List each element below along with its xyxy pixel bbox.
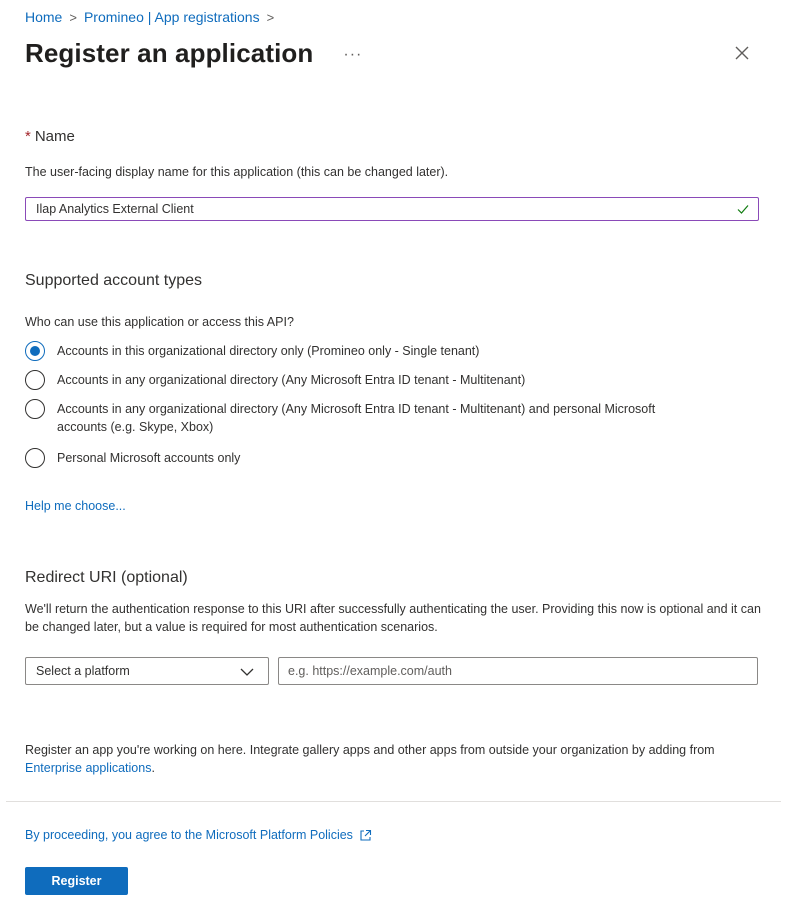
title-row	[25, 38, 362, 69]
radio-option-multitenant-personal[interactable]	[25, 399, 707, 436]
name-description: The user-facing display name for this application (this can be changed later).	[25, 165, 449, 179]
redirect-uri-title: Redirect URI (optional)	[25, 569, 188, 586]
name-label	[25, 128, 75, 145]
platform-policies-link[interactable]: By proceeding, you agree to the Microsoft Platform Policies	[25, 828, 353, 842]
radio-label: Personal Microsoft accounts only	[57, 451, 241, 465]
platform-select[interactable]	[25, 657, 269, 685]
checkmark-icon	[737, 203, 749, 215]
name-input[interactable]	[25, 197, 759, 221]
platform-select-value: Select a platform	[36, 664, 130, 678]
radio-button[interactable]	[25, 370, 45, 390]
info-text-end: .	[151, 761, 155, 775]
external-link-icon[interactable]	[359, 829, 372, 842]
breadcrumb	[25, 9, 281, 25]
enterprise-applications-link[interactable]: Enterprise applications	[25, 761, 152, 775]
radio-option-single-tenant[interactable]	[25, 341, 707, 361]
info-text: Register an app you're working on here. Integrate gallery apps and other apps from outside your organization by adding from	[25, 743, 715, 757]
radio-label: Accounts in this organizational directory only (Promineo only - Single tenant)	[57, 344, 480, 358]
radio-label: Accounts in any organizational directory (Any Microsoft Entra ID tenant - Multitenant)	[57, 373, 526, 387]
breadcrumb-app-registrations-link[interactable]: Promineo | App registrations	[83, 9, 260, 25]
register-button[interactable]: Register	[25, 867, 128, 895]
page-title: Register an application	[25, 38, 314, 68]
radio-option-personal-only[interactable]	[25, 448, 707, 468]
radio-button[interactable]	[25, 448, 45, 468]
name-input-value: Ilap Analytics External Client	[36, 202, 194, 216]
radio-option-multitenant[interactable]	[25, 370, 707, 390]
breadcrumb-home-link[interactable]: Home	[25, 9, 63, 25]
name-label-text: Name	[34, 128, 75, 145]
close-icon[interactable]	[733, 44, 751, 62]
radio-button-selected[interactable]	[25, 341, 45, 361]
breadcrumb-separator: >	[266, 9, 275, 25]
chevron-down-icon	[240, 667, 254, 677]
policy-row	[25, 828, 372, 842]
radio-label: Accounts in any organizational directory (Any Microsoft Entra ID tenant - Multitenant) and personal Microsoft accounts (e.g. Skype, Xbox)	[57, 402, 656, 434]
help-me-choose-link[interactable]: Help me choose...	[25, 499, 126, 513]
breadcrumb-separator: >	[69, 9, 77, 25]
required-indicator: *	[25, 128, 31, 145]
account-types-question: Who can use this application or access this API?	[25, 315, 294, 329]
enterprise-info-text	[25, 741, 765, 777]
redirect-uri-description: We'll return the authentication response to this URI after successfully authenticating the user. Providing this now is optional and it can be changed later, but a value is required for most authentication scenarios.	[25, 602, 761, 634]
redirect-uri-input[interactable]	[278, 657, 758, 685]
account-types-title: Supported account types	[25, 272, 203, 289]
divider	[6, 801, 781, 802]
radio-button[interactable]	[25, 399, 45, 419]
more-options-icon[interactable]: ···	[343, 45, 363, 63]
